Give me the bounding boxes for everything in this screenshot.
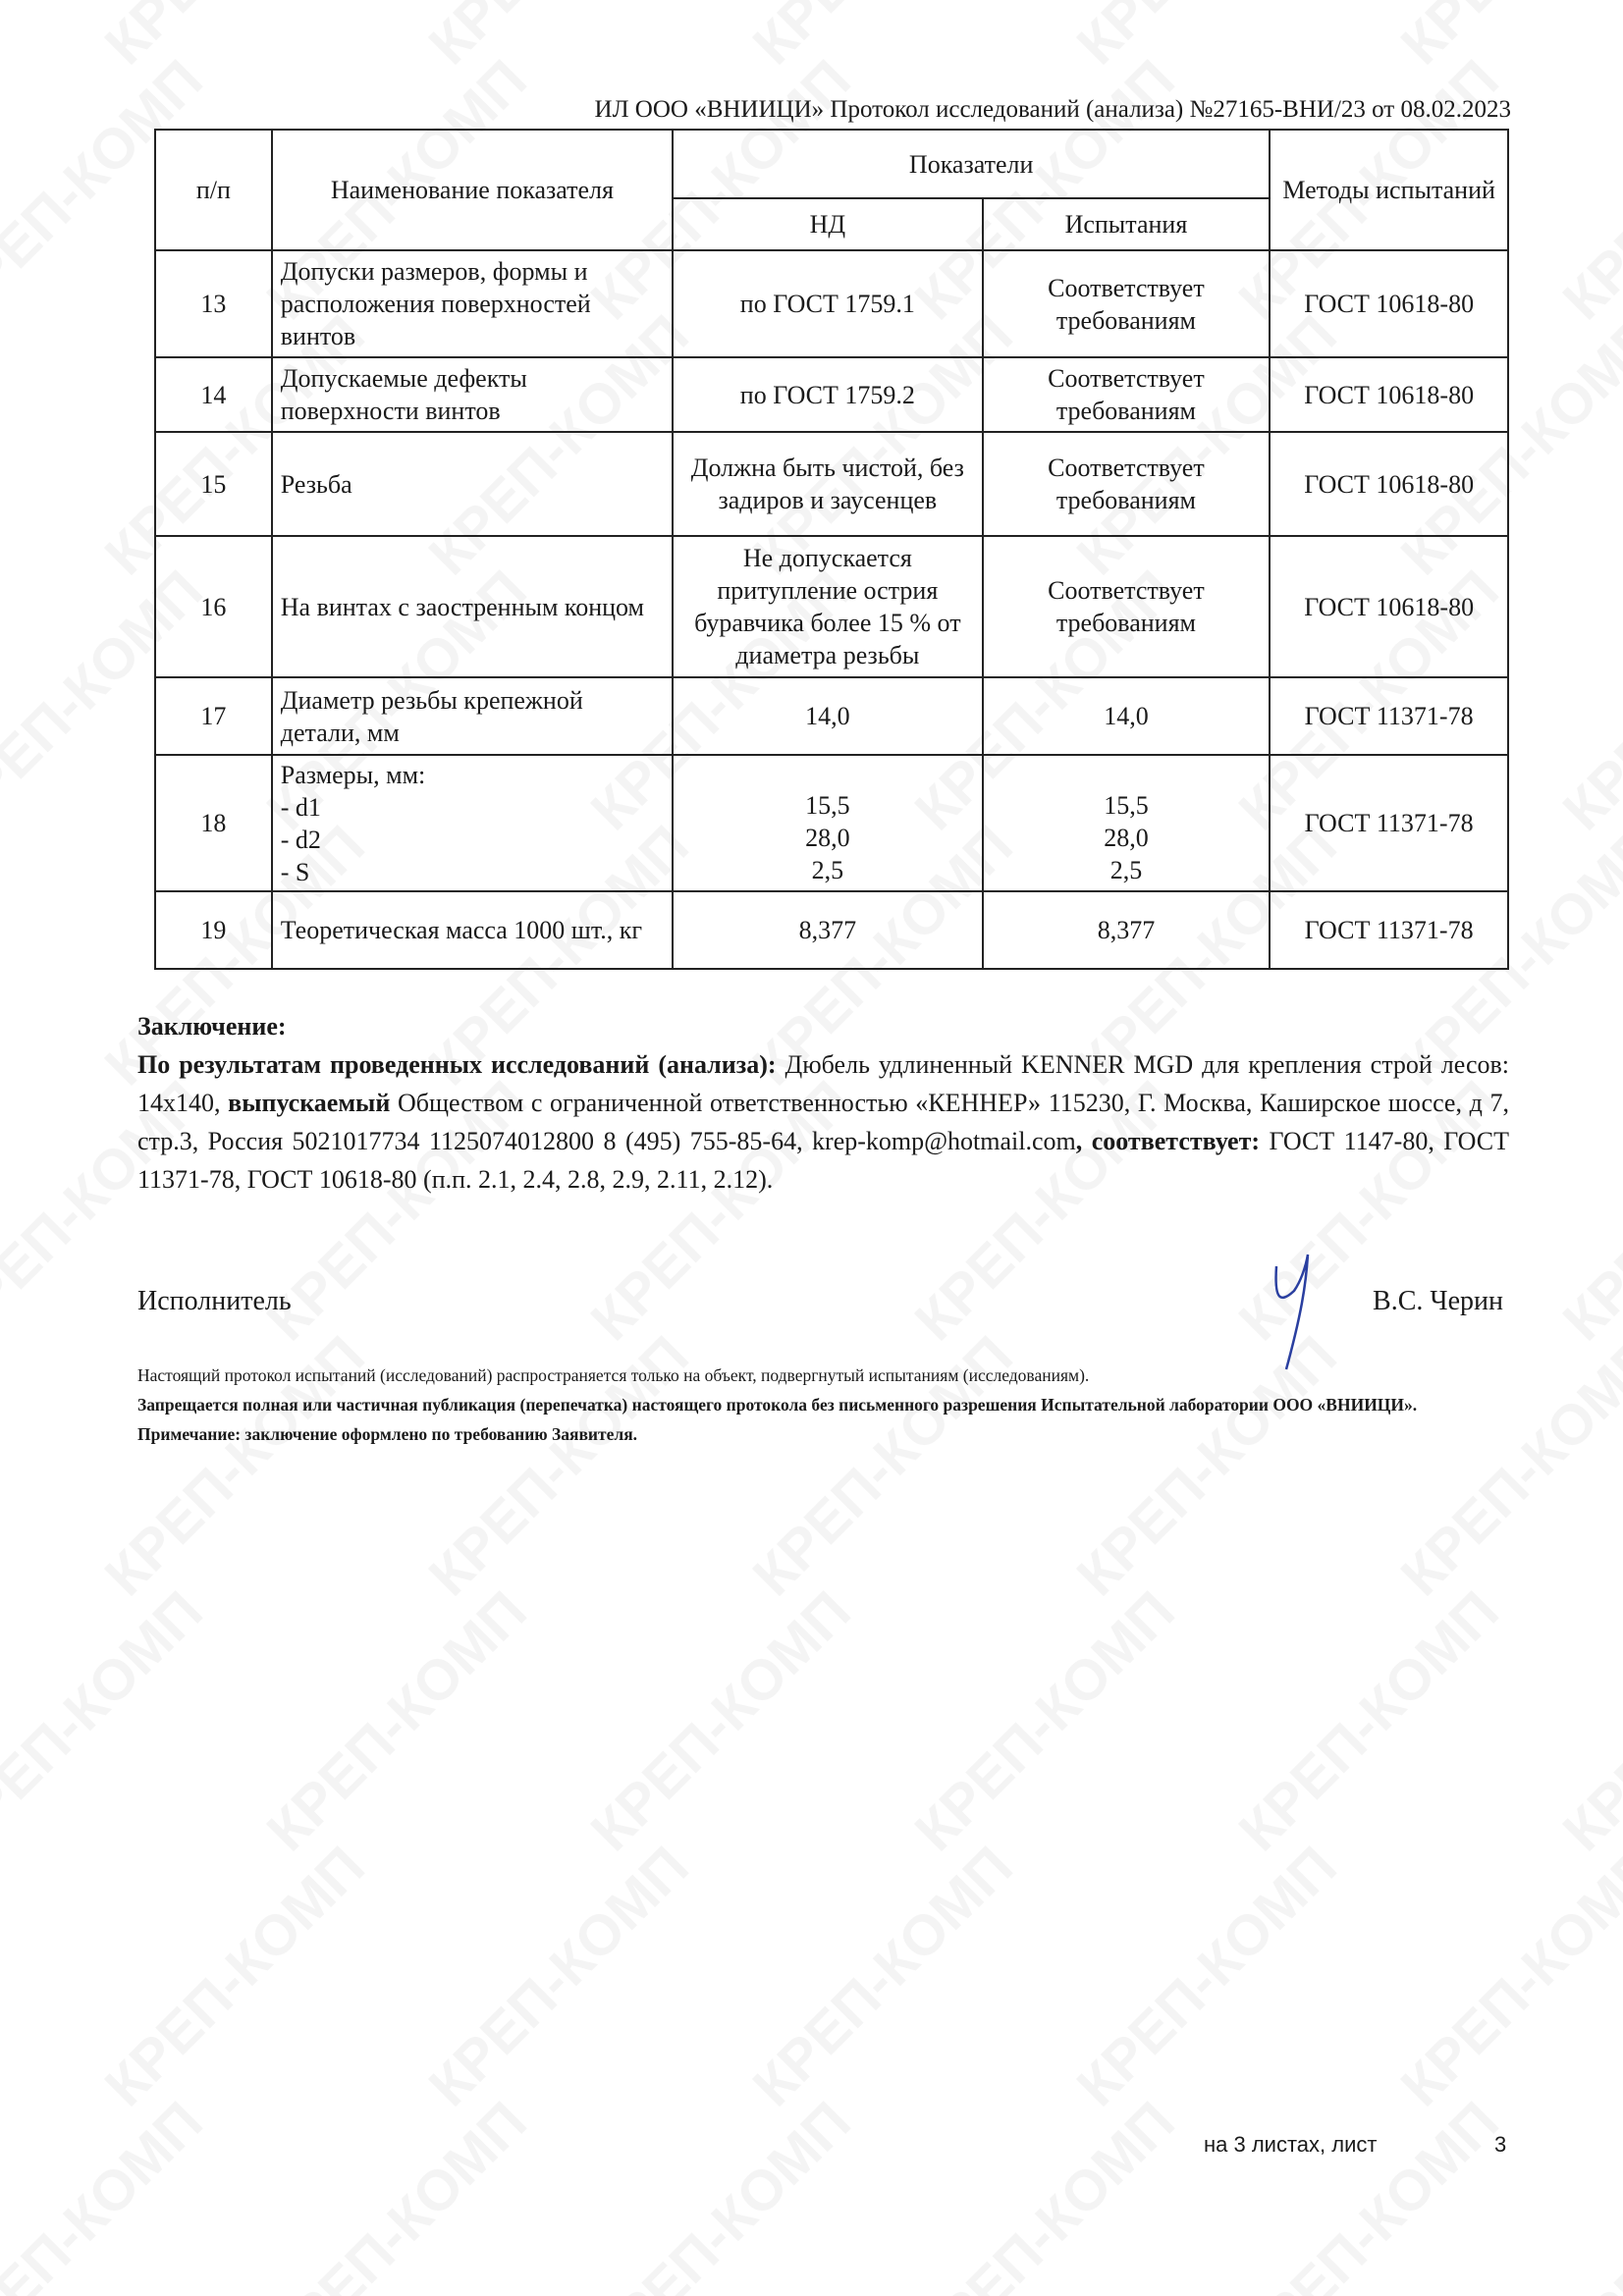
row-number: 19 — [155, 891, 272, 969]
conclusion — [137, 1007, 1509, 1199]
watermark-text — [253, 2089, 539, 2296]
results-table — [154, 129, 1509, 970]
watermark-text — [739, 1834, 1025, 2119]
col-method-header: Методы испытаний — [1270, 130, 1508, 250]
row-test: Соответствует требованиям — [983, 432, 1271, 536]
row-number: 16 — [155, 536, 272, 677]
row-method: ГОСТ 10618-80 — [1270, 432, 1508, 536]
row-method: ГОСТ 10618-80 — [1270, 536, 1508, 677]
signature — [1257, 1247, 1335, 1374]
page-number: 3 — [1494, 2132, 1507, 2157]
row-nd: Должна быть чистой, без задиров и заусенцев — [673, 432, 983, 536]
watermark-text — [1225, 1578, 1511, 1864]
col-nd-header: НД — [673, 198, 983, 250]
row-name: Допуски размеров, формы и расположения поверхностей винтов — [272, 250, 673, 357]
watermark-text — [91, 0, 377, 78]
row-method: ГОСТ 11371-78 — [1270, 755, 1508, 891]
row-nd: 8,377 — [673, 891, 983, 969]
watermark-text — [1225, 2089, 1511, 2296]
watermark-text — [0, 2089, 215, 2296]
row-number: 15 — [155, 432, 272, 536]
row-method: ГОСТ 10618-80 — [1270, 250, 1508, 357]
row-nd: 14,0 — [673, 677, 983, 755]
note-remark: Примечание: заключение оформлено по требованию Заявителя. — [137, 1424, 638, 1444]
table-row — [155, 357, 1508, 432]
row-nd: Не допускается притупление острия буравчика более 15 % от диаметра резьбы — [673, 536, 983, 677]
watermark-text — [1549, 1068, 1623, 1354]
row-number: 13 — [155, 250, 272, 357]
row-test: 14,0 — [983, 677, 1271, 755]
row-name-text: Размеры, мм: — [280, 760, 426, 789]
table-row — [155, 250, 1508, 357]
watermark-text — [1387, 1834, 1623, 2119]
row-name: Диаметр резьбы крепежной детали, мм — [272, 677, 673, 755]
conclusion-made-by: выпускаемый — [228, 1089, 391, 1117]
conclusion-lead: По результатам проведенных исследований (анализа): — [137, 1050, 777, 1079]
table-row — [155, 891, 1508, 969]
watermark-text — [0, 1578, 215, 1864]
row-subitem: - d1 — [280, 792, 321, 822]
watermark-text — [1549, 1578, 1623, 1864]
watermark-text — [1549, 558, 1623, 843]
col-num-header: п/п — [155, 130, 272, 250]
watermark-text — [1549, 2089, 1623, 2296]
table-row — [155, 536, 1508, 677]
document-header: ИЛ ООО «ВНИИЦИ» Протокол исследований (анализа) №27165-ВНИ/23 от 08.02.2023 — [594, 96, 1511, 123]
row-name: На винтах с заостренным концом — [272, 536, 673, 677]
row-test: 8,377 — [983, 891, 1271, 969]
row-method: ГОСТ 11371-78 — [1270, 891, 1508, 969]
col-name-header: Наименование показателя — [272, 130, 673, 250]
executor-label: Исполнитель — [137, 1286, 292, 1316]
table-row — [155, 677, 1508, 755]
conclusion-title: Заключение: — [137, 1012, 287, 1041]
conclusion-manufacturer: Обществом с ограниченной ответственностью «КЕННЕР» 115230, Г. Москва, Каширское шоссе, д 7, стр.3, Россия 5021017734 1125074012800 8 (495) 755-85-64, krep-komp@hotmail.com — [137, 1089, 1510, 1155]
row-nd — [673, 755, 983, 891]
watermark-text — [1387, 0, 1623, 78]
row-name: Резьба — [272, 432, 673, 536]
watermark-text — [1063, 1834, 1349, 2119]
conclusion-product: Дюбель удлиненный KENNER MGD для крепления строй лесов: 14х140, — [137, 1050, 1509, 1117]
table-row — [155, 755, 1508, 891]
row-value: 15,5 — [805, 791, 850, 820]
row-nd: по ГОСТ 1759.2 — [673, 357, 983, 432]
watermark-text — [0, 0, 53, 78]
table-row — [155, 432, 1508, 536]
watermark-text — [901, 2089, 1187, 2296]
row-value: 28,0 — [1104, 824, 1149, 852]
signer-name: В.С. Черин — [1373, 1286, 1503, 1316]
row-value: 28,0 — [805, 824, 850, 852]
note-copyright: Запрещается полная или частичная публикация (перепечатка) настоящего протокола без письменного разрешения Испытательной лаборатории ООО «ВНИИЦИ». — [137, 1395, 1418, 1415]
row-test: Соответствует требованиям — [983, 536, 1271, 677]
row-value: 2,5 — [811, 856, 844, 884]
row-name: Допускаемые дефекты поверхности винтов — [272, 357, 673, 432]
row-method: ГОСТ 10618-80 — [1270, 357, 1508, 432]
row-test — [983, 755, 1271, 891]
watermark-text — [577, 2089, 863, 2296]
row-name: Теоретическая масса 1000 шт., кг — [272, 891, 673, 969]
row-number: 14 — [155, 357, 272, 432]
notes — [137, 1361, 1492, 1449]
row-number: 17 — [155, 677, 272, 755]
col-test-header: Испытания — [983, 198, 1271, 250]
row-value: 15,5 — [1104, 791, 1149, 820]
col-group-header: Показатели — [673, 130, 1270, 198]
watermark-text — [1063, 0, 1349, 78]
row-subitem: - S — [280, 857, 310, 886]
row-test: Соответствует требованиям — [983, 250, 1271, 357]
watermark-text — [901, 1578, 1187, 1864]
row-number: 18 — [155, 755, 272, 891]
watermark-text — [739, 0, 1025, 78]
watermark-text — [1549, 47, 1623, 333]
conclusion-standards: ГОСТ 1147-80, ГОСТ 11371-78, ГОСТ 10618-80 (п.п. 2.1, 2.4, 2.8, 2.9, 2.11, 2.12). — [137, 1127, 1509, 1194]
note-scope: Настоящий протокол испытаний (исследований) распространяется только на объект, подвергнутый испытаниям (исследованиям). — [137, 1365, 1090, 1385]
watermark-text — [415, 1834, 701, 2119]
conclusion-complies: , соответствует: — [1075, 1127, 1260, 1155]
watermark-text — [253, 1578, 539, 1864]
row-test: Соответствует требованиям — [983, 357, 1271, 432]
row-method: ГОСТ 11371-78 — [1270, 677, 1508, 755]
watermark-text — [91, 1834, 377, 2119]
watermark-text — [415, 0, 701, 78]
page-sheets: на 3 листах, лист — [1204, 2132, 1378, 2157]
watermark-text — [577, 1578, 863, 1864]
row-value: 2,5 — [1109, 856, 1143, 884]
row-nd: по ГОСТ 1759.1 — [673, 250, 983, 357]
row-name — [272, 755, 673, 891]
row-subitem: - d2 — [280, 825, 321, 854]
